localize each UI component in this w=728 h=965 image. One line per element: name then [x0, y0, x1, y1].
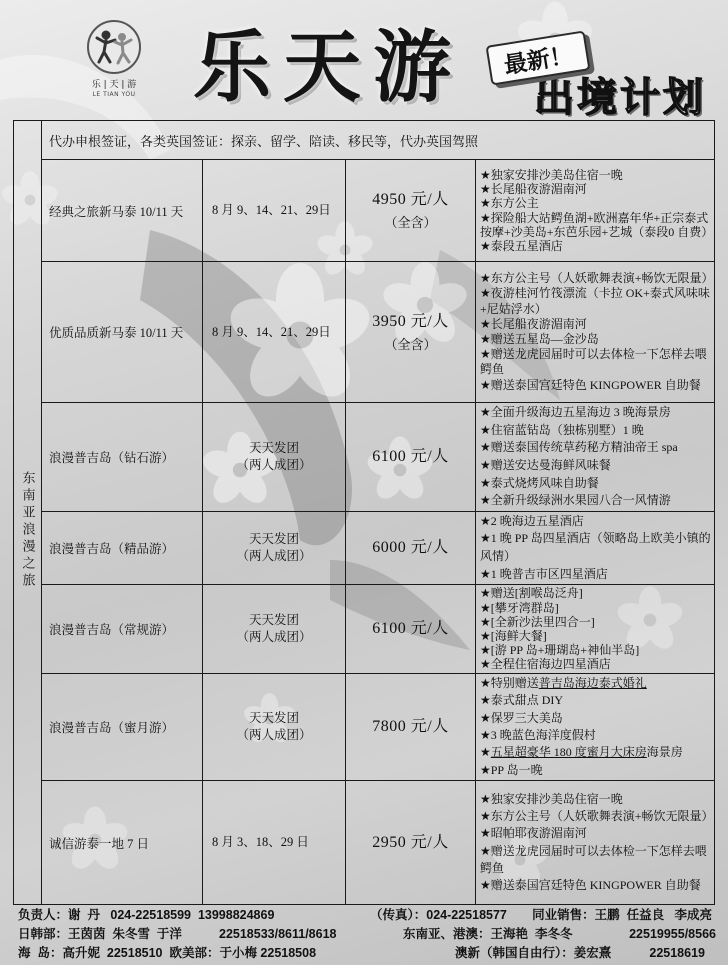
- highlight-item: ★赠送泰国宫廷特色 KINGPOWER 自助餐: [480, 377, 701, 392]
- highlight-item: ★1 晚普吉市区四星酒店: [480, 566, 608, 581]
- manager-contact: 负责人：谢 丹 024-22518599 13998824869: [18, 908, 275, 922]
- group-minimum: （两人成团）: [236, 549, 312, 563]
- highlight-emphasis: 普吉岛海边泰式婚礼: [538, 675, 647, 690]
- tour-price: [346, 403, 476, 512]
- southeast-asia-dept: 东南亚、港澳：王海艳 李冬冬: [403, 927, 573, 941]
- highlight-item: ★1 晚 PP 岛四星酒店（领略岛上欧美小镇的风情）: [480, 531, 711, 563]
- price-amount: 6100 元/人: [372, 620, 449, 637]
- tour-schedule: [203, 512, 346, 585]
- trade-sales-contacts: 同业销售：王鹏 任益良 李成亮: [532, 908, 712, 922]
- tour-highlights: [476, 585, 715, 674]
- tour-price: [346, 585, 476, 674]
- tour-highlights: [476, 160, 715, 262]
- highlight-item: ★[攀牙湾群岛]: [480, 600, 559, 615]
- price-amount: 2950 元/人: [372, 833, 449, 851]
- visa-service-notice: [42, 121, 715, 160]
- tour-highlights: [476, 512, 715, 585]
- tour-name-text: 浪漫普吉岛（常规游）: [49, 623, 175, 637]
- departure-frequency: 天天发团: [248, 711, 299, 725]
- departure-dates: 8 月 9、14、21、29日: [212, 203, 331, 217]
- aus-nz-dept: 澳新（韩国自由行）：姜宏熹: [455, 946, 612, 960]
- region-label: 东南亚浪漫之旅: [20, 471, 36, 590]
- price-amount: 6000 元/人: [372, 539, 449, 556]
- tour-highlights: [476, 262, 715, 403]
- highlight-item: ★[海鲜大餐]: [480, 629, 547, 643]
- group-minimum: （两人成团）: [236, 630, 312, 644]
- highlight-text: 海景房: [646, 745, 683, 760]
- tour-name: [42, 403, 203, 512]
- tour-highlights: [476, 403, 715, 512]
- southeast-asia-phone: 22519955/8566: [629, 927, 716, 941]
- highlight-item: ★独家安排沙美岛住宿一晚: [480, 791, 623, 806]
- highlight-text: ★特别赠送: [480, 675, 539, 690]
- highlight-item: ★赠送龙虎园届时可以去体检一下怎样去喂鳄鱼: [480, 843, 707, 875]
- highlight-item: ★赠送五星岛—金沙岛: [480, 332, 599, 346]
- highlight-item: ★2 晚海边五星酒店: [480, 513, 584, 528]
- tour-name-text: 优质品质新马泰 10/11 天: [49, 326, 184, 340]
- tour-name: [42, 160, 203, 262]
- departure-dates: 8 月 3、18、29 日: [212, 835, 309, 849]
- departure-frequency: 天天发团: [248, 613, 299, 627]
- highlight-item: ★赠送泰国宫廷特色 KINGPOWER 自助餐: [480, 877, 701, 892]
- highlight-emphasis: 五星超豪华 180 度蜜月大床房: [490, 745, 647, 760]
- tour-price: [346, 781, 476, 905]
- tour-schedule: [203, 781, 346, 905]
- tour-schedule: [203, 403, 346, 512]
- new-badge: 最新！: [485, 30, 590, 85]
- highlight-item: ★保罗三大美岛: [480, 710, 563, 725]
- highlight-item: ★[全新沙法里四合一]: [480, 614, 595, 629]
- tour-name: [42, 781, 203, 905]
- highlight-item: ★泰式甜点 DIY: [480, 693, 564, 708]
- highlight-item: ★东方公主: [480, 196, 539, 211]
- tour-schedule: [203, 585, 346, 674]
- highlight-item: ★东方公主号（人妖歌舞表演+畅饮无限量）: [480, 271, 714, 286]
- highlight-item: ★住宿蓝钻岛（独栋别墅）1 晚: [480, 422, 644, 437]
- highlight-item: ★赠送龙虎园届时可以去体检一下怎样去喂鳄鱼: [480, 347, 707, 377]
- japan-korea-phone: 22518533/8611/8618: [219, 927, 337, 941]
- highlight-item: [480, 744, 712, 761]
- tour-price: [346, 674, 476, 781]
- highlight-item: ★长尾船夜游湄南河: [480, 316, 587, 331]
- price-note: （全含）: [384, 215, 437, 230]
- price-amount: 6100 元/人: [372, 448, 449, 465]
- tour-name: [42, 585, 203, 674]
- region-label-cell: [14, 121, 42, 905]
- tour-table: [13, 120, 715, 905]
- highlight-item: ★夜游桂河竹筏漂流（卡拉 OK+泰式风味味+尼姑浮水）: [480, 286, 710, 316]
- highlight-item: ★探险船大站鳄鱼湖+欧洲嘉年华+正宗泰式按摩+沙美岛+东芭乐园+艺城（泰段0 自费）: [480, 210, 714, 239]
- tour-name: [42, 674, 203, 781]
- highlight-item: ★全程住宿海边四星酒店: [480, 657, 611, 672]
- highlight-item: ★赠送[割喉岛泛舟]: [480, 586, 583, 601]
- highlight-item: ★赠送泰国传统草药秘方精油帝王 spa: [480, 440, 678, 455]
- departure-frequency: 天天发团: [248, 441, 299, 455]
- tour-name-text: 浪漫普吉岛（精品游）: [49, 542, 175, 556]
- tour-price: [346, 512, 476, 585]
- highlight-item: ★昭帕耶夜游湄南河: [480, 826, 587, 841]
- islands-europe-dept: 海 岛：高升妮 22518510 欧美部：于小梅 22518508: [18, 946, 317, 960]
- highlight-item: ★赠送安达曼海鲜风味餐: [480, 458, 611, 472]
- tour-name-text: 浪漫普吉岛（蜜月游）: [49, 721, 175, 735]
- tour-schedule: [203, 160, 346, 262]
- tour-highlights: [476, 781, 715, 905]
- aus-nz-phone: 22518619: [649, 946, 705, 960]
- highlight-item: ★全面升级海边五星海边 3 晚海景房: [480, 405, 671, 420]
- price-note: （全含）: [384, 336, 437, 352]
- tour-price: [346, 262, 476, 403]
- tour-highlights: [476, 674, 715, 781]
- highlight-item: ★泰式烧烤风味自助餐: [480, 475, 599, 490]
- departure-frequency: 天天发团: [248, 532, 299, 546]
- tour-schedule: [203, 262, 346, 403]
- highlight-text: ★: [480, 745, 491, 760]
- logo-subtext: LE TIAN YOU: [92, 91, 136, 98]
- tour-schedule: [203, 674, 346, 781]
- japan-korea-dept: 日韩部：王茵茵 朱冬雪 于洋: [18, 927, 182, 941]
- group-minimum: （两人成团）: [236, 458, 312, 472]
- price-amount: 4950 元/人: [372, 191, 449, 208]
- tour-name-text: 浪漫普吉岛（钻石游）: [49, 451, 175, 465]
- departure-dates: 8 月 9、14、21、29日: [212, 324, 331, 339]
- fax-number: （传真）：024-22518577: [370, 908, 507, 922]
- price-amount: 3950 元/人: [372, 312, 449, 330]
- tour-name-text: 经典之旅新马泰 10/11 天: [49, 204, 184, 219]
- tour-price: [346, 160, 476, 262]
- highlight-item: ★泰段五星酒店: [480, 238, 563, 253]
- group-minimum: （两人成团）: [236, 728, 312, 742]
- price-amount: 7800 元/人: [372, 718, 449, 735]
- highlight-item: ★长尾船夜游湄南河: [480, 182, 587, 197]
- logo-text: 乐 | 天 | 游: [91, 80, 137, 90]
- page-subtitle: 出境计划: [534, 75, 706, 121]
- visa-service-text: 代办申根签证，各类英国签证：探亲、留学、陪读、移民等，代办英国驾照: [49, 133, 479, 149]
- highlight-item: ★PP 岛一晚: [480, 762, 543, 777]
- logo-emblem-icon: [85, 18, 143, 76]
- highlight-item: ★独家安排沙美岛住宿一晚: [480, 167, 623, 182]
- tour-name-text: 诚信游泰一地 7 日: [49, 836, 150, 851]
- brand-title: 乐天游: [193, 23, 464, 113]
- highlight-item: ★[游 PP 岛+珊瑚岛+神仙半岛]: [480, 643, 640, 658]
- highlight-item: ★全新升级绿洲水果园八合一风情游: [480, 493, 671, 508]
- tour-name: [42, 262, 203, 403]
- brand-logo: [84, 18, 144, 106]
- highlight-item: [480, 675, 712, 692]
- tour-name: [42, 512, 203, 585]
- highlight-item: ★东方公主号（人妖歌舞表演+畅饮无限量）: [480, 809, 714, 824]
- highlight-item: ★3 晚蓝色海洋度假村: [480, 728, 596, 742]
